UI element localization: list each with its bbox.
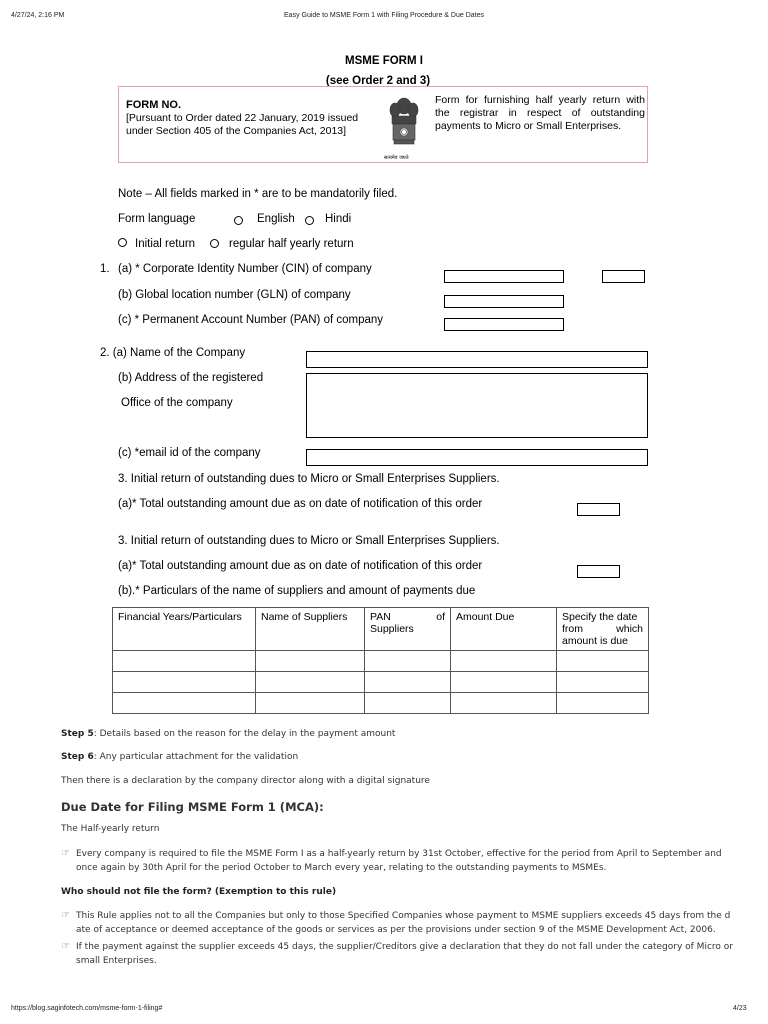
col-header-date-line-1: Specify the date [562,611,638,623]
suppliers-table [112,607,649,714]
col-header-date-from: from [562,623,583,635]
step-6-label: Step 6 [61,752,94,762]
pursuant-line-1: [Pursuant to Order dated 22 January, 2019 issued [126,112,359,124]
q3a-label-second: (a)* Total outstanding amount due as on date of notification of this order [118,560,483,572]
cin-field[interactable] [444,270,564,283]
form-title: MSME FORM I [345,55,423,67]
print-url: https://blog.saginfotech.com/msme-form-1-filing# [11,1005,163,1012]
step-5-label: Step 5 [61,729,94,739]
bullet-2-line-2: ate of acceptance or deemed acceptance of the goods or services as per the provisions under section 9 of the MSME Development Act, 2006. [76,925,716,935]
table-cell[interactable] [557,672,649,693]
table-cell[interactable] [557,651,649,672]
radio-english[interactable] [234,216,243,225]
table-cell[interactable] [451,651,557,672]
pursuant-line-2: under Section 405 of the Companies Act, 2013] [126,125,347,137]
pan-field[interactable] [444,318,564,331]
col-header-pan [365,608,451,651]
email-field[interactable] [306,449,648,466]
col-header-suppliers: Name of Suppliers [256,608,365,651]
radio-hindi-label: Hindi [325,213,352,225]
table-cell[interactable] [256,651,365,672]
col-header-date-line-3: amount is due [562,635,628,647]
table-cell[interactable] [365,672,451,693]
col-header-pan-of: of [436,611,445,623]
pan-label: (c) * Permanent Account Number (PAN) of company [118,314,384,326]
total-outstanding-field-first[interactable] [577,503,620,516]
form-no-label: FORM NO. [126,99,181,111]
pointing-hand-icon: ☞ [61,941,70,952]
radio-regular-return[interactable] [210,239,219,248]
exemption-heading [61,887,336,897]
table-cell[interactable] [256,693,365,714]
col-header-financial-years: Financial Years/Particulars [113,608,256,651]
address-label-line-2: Office of the company [121,397,233,409]
q3a-label-first: (a)* Total outstanding amount due as on date of notification of this order [118,498,483,510]
form-language-label: Form language [118,213,196,225]
pointing-hand-icon: ☞ [61,910,70,921]
radio-initial-return-label: Initial return [135,238,196,250]
declaration-text: Then there is a declaration by the company director along with a digital signature [61,776,430,786]
bullet-2-line-1: This Rule applies not to all the Companies but only to those Specified Companies whose payment to MSME suppliers exceeds 45 days from the d [76,911,731,921]
email-label: (c) *email id of the company [118,447,261,459]
table-row [113,672,649,693]
table-cell[interactable] [365,693,451,714]
due-date-heading: Due Date for Filing MSME Form 1 (MCA): [61,800,324,814]
bullet-1-line-1: Every company is required to file the MSME Form I as a half-yearly return by 31st October, effective for the period from April to September and [76,849,722,859]
radio-english-label: English [257,213,295,225]
cin-label: (a) * Corporate Identity Number (CIN) of company [118,263,372,275]
question-1-number: 1. [100,263,110,275]
step-6-text: : Any particular attachment for the validation [93,752,299,762]
total-outstanding-field-second[interactable] [577,565,620,578]
table-row [113,651,649,672]
table-row [113,693,649,714]
cin-prefill-button[interactable] [602,270,645,283]
table-cell[interactable] [365,651,451,672]
emblem-caption: सत्यमेव जयते [384,155,409,161]
table-cell[interactable] [451,672,557,693]
q3b-label: (b).* Particulars of the name of suppliers and amount of payments due [118,585,476,597]
col-header-date [557,608,649,651]
print-datetime: 4/27/24, 2:16 PM [11,12,65,19]
col-header-amount-due: Amount Due [451,608,557,651]
pointing-hand-icon: ☞ [61,848,70,859]
bullet-3-line-1: If the payment against the supplier exceeds 45 days, the supplier/Creditors give a declaration that they do not fall under the category of Micro or [76,942,733,952]
address-field[interactable] [306,373,648,438]
bullet-3-line-2: small Enterprises. [76,956,157,966]
step-5 [61,729,395,739]
table-cell[interactable] [113,693,256,714]
mandatory-note: Note – All fields marked in * are to be mandatorily filed. [118,188,398,200]
table-cell[interactable] [113,672,256,693]
gln-label: (b) Global location number (GLN) of company [118,289,351,301]
bullet-1-line-2: once again by 30th April for the period October to March every year, relating to the outstanding payments to MSMEs. [76,863,607,873]
purpose-line-1: Form for furnishing half yearly return with [435,94,645,106]
radio-initial-return[interactable] [118,238,127,247]
col-header-pan-suppliers: Suppliers [370,623,414,635]
national-emblem-icon [384,94,424,164]
table-cell[interactable] [113,651,256,672]
radio-hindi[interactable] [305,216,314,225]
col-header-date-which: which [616,623,643,635]
q3-title-first: 3. Initial return of outstanding dues to Micro or Small Enterprises Suppliers. [118,473,500,485]
col-header-pan-text: PAN [370,611,391,623]
table-header-row [113,608,649,651]
table-cell[interactable] [557,693,649,714]
gln-field[interactable] [444,295,564,308]
step-6 [61,752,298,762]
table-cell[interactable] [256,672,365,693]
print-page-number: 4/23 [733,1005,747,1012]
print-title: Easy Guide to MSME Form 1 with Filing Procedure & Due Dates [284,12,484,19]
exemption-heading-text: Who should not file the form? (Exemption to this rule) [61,887,337,897]
radio-regular-return-label: regular half yearly return [229,238,354,250]
purpose-line-2: the registrar in respect of outstanding [435,107,645,119]
q3-title-second: 3. Initial return of outstanding dues to Micro or Small Enterprises Suppliers. [118,535,500,547]
company-name-label: 2. (a) Name of the Company [100,347,246,359]
half-yearly-text: The Half-yearly return [61,824,160,834]
form-subtitle: (see Order 2 and 3) [325,75,431,87]
table-cell[interactable] [451,693,557,714]
company-name-field[interactable] [306,351,648,368]
address-label-line-1: (b) Address of the registered [118,372,264,384]
step-5-text: : Details based on the reason for the delay in the payment amount [93,729,396,739]
purpose-line-3: payments to Micro or Small Enterprises. [435,120,622,132]
